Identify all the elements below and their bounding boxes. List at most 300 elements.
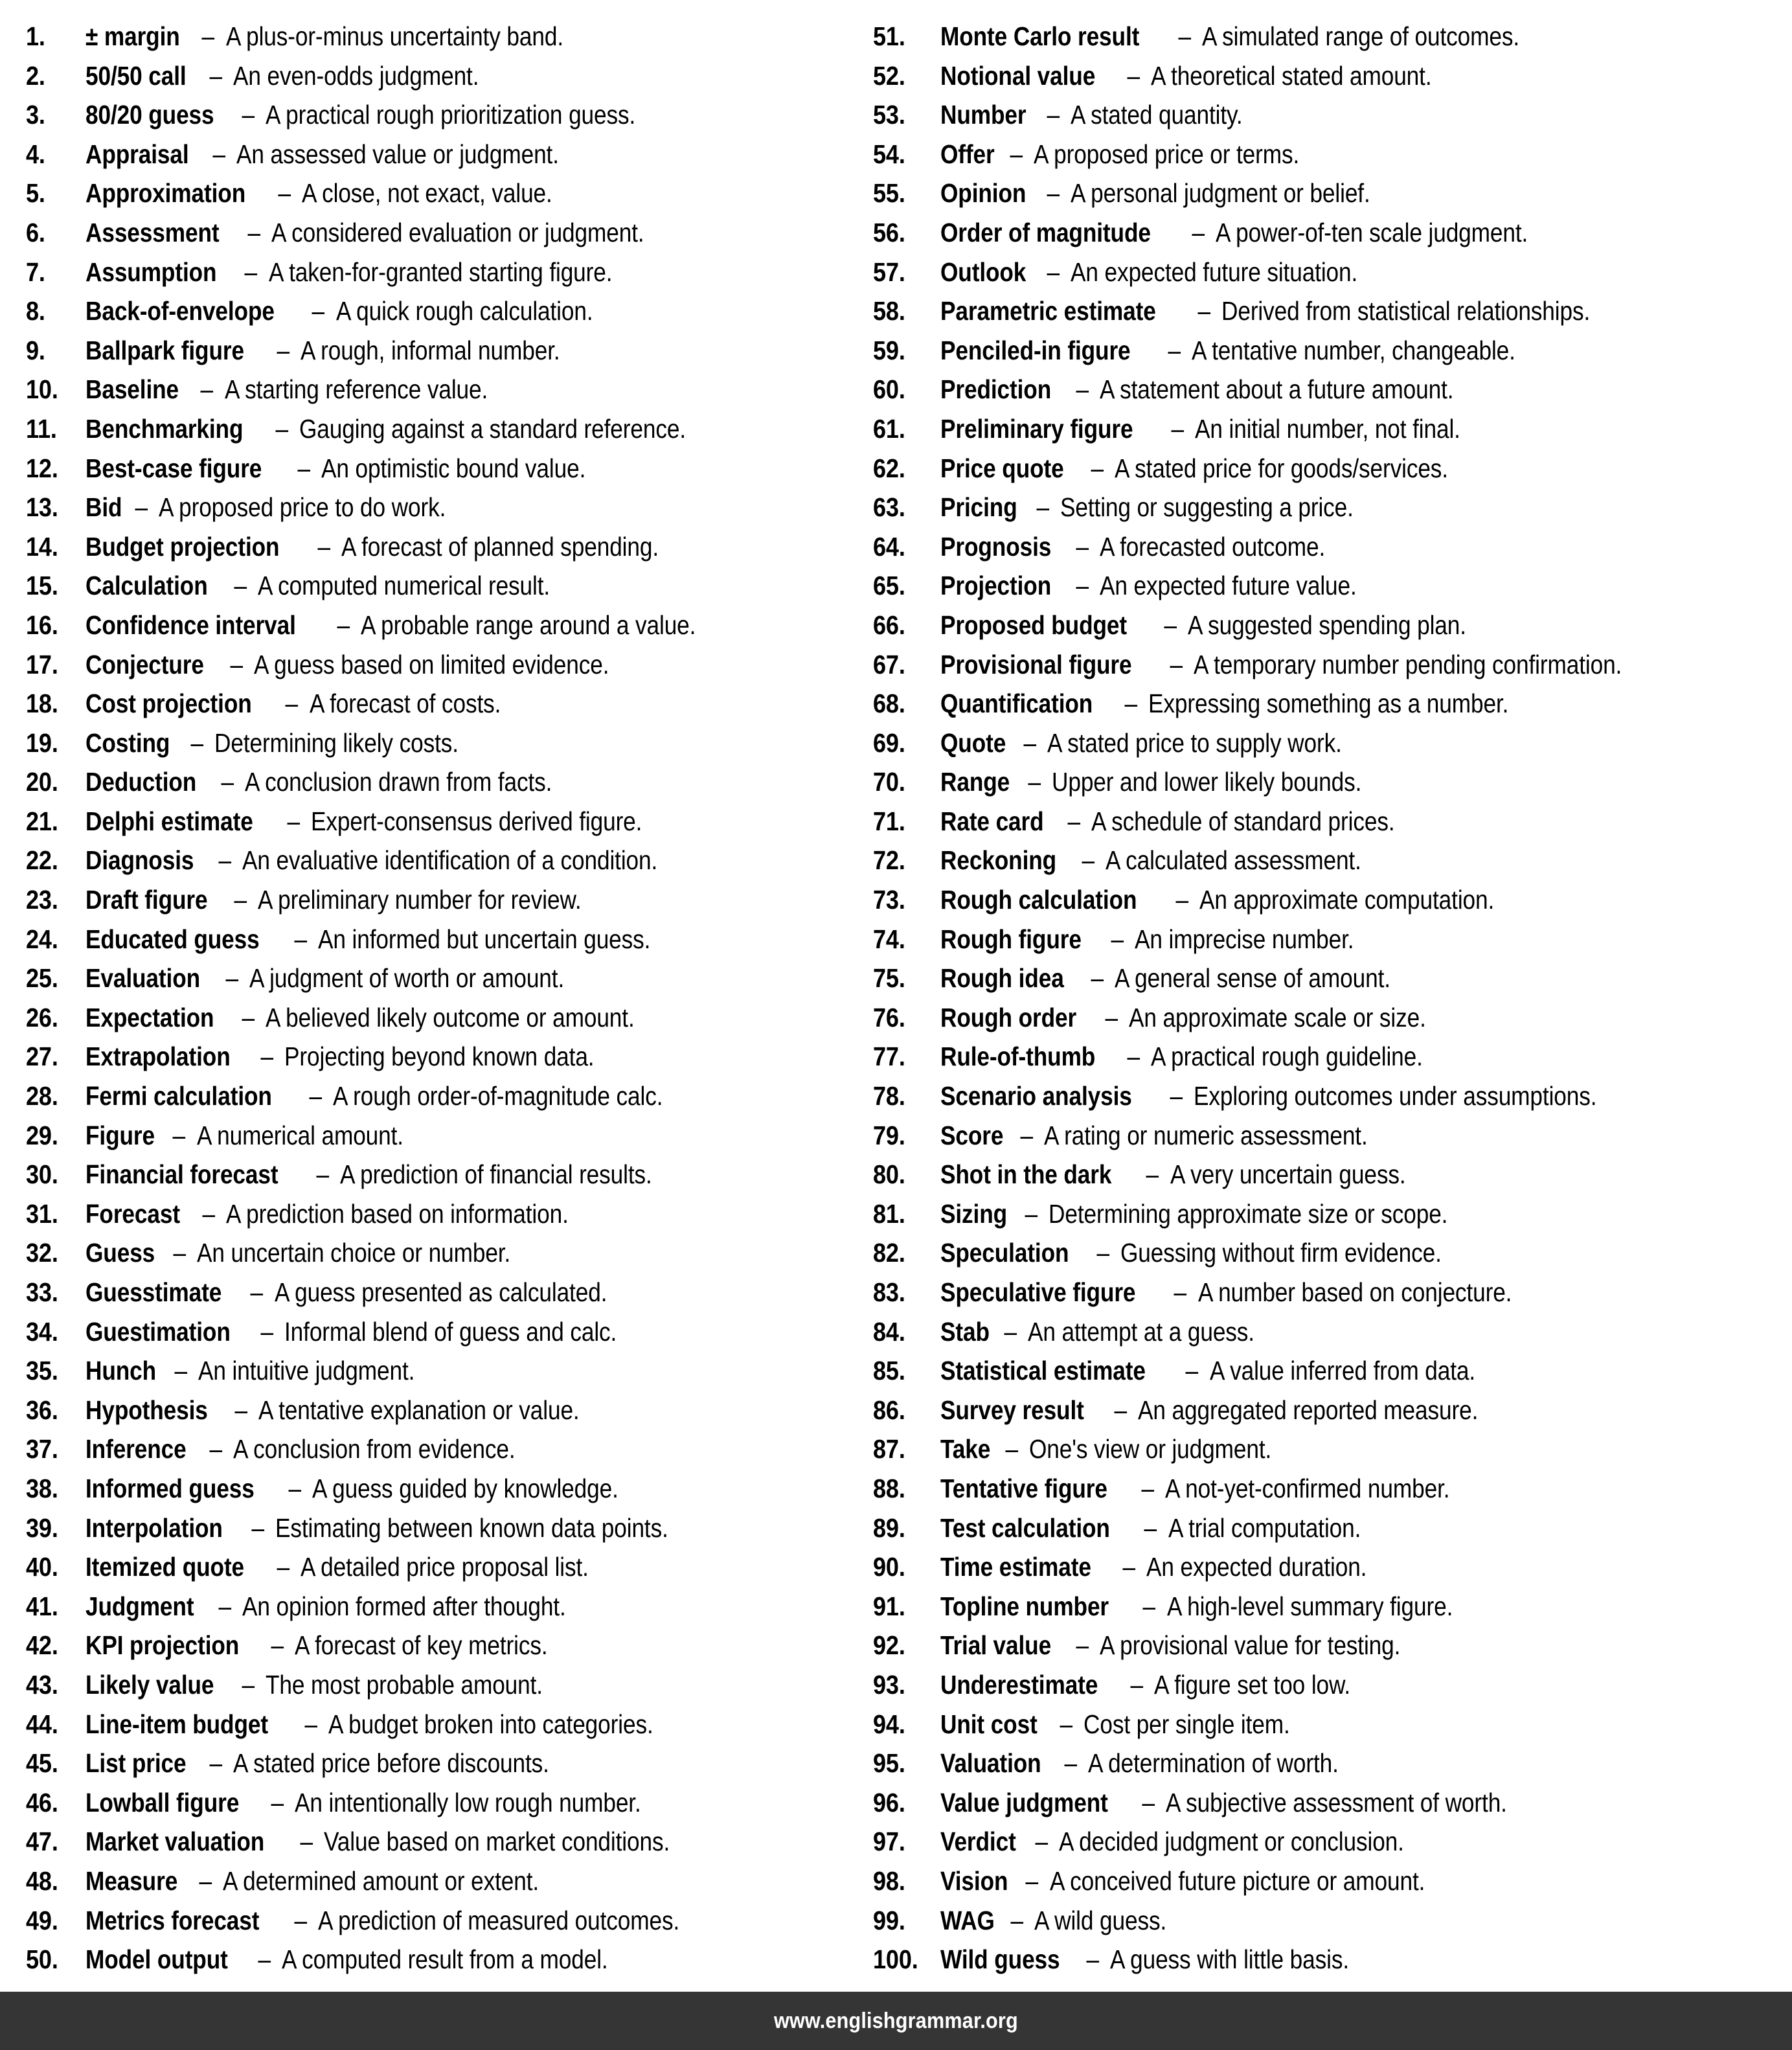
item-term: Preliminary figure	[940, 413, 1133, 444]
item-number: 37.	[26, 1434, 58, 1464]
item-text	[940, 17, 1571, 56]
item-separator-dash: –	[212, 1591, 238, 1621]
glossary-item	[26, 566, 865, 606]
item-term: Projection	[940, 571, 1052, 601]
item-definition: A temporary number pending confirmation.	[1193, 649, 1622, 679]
item-term: Penciled-in figure	[940, 335, 1131, 365]
item-definition: A wild guess.	[1034, 1905, 1166, 1935]
item-text	[85, 1273, 661, 1312]
glossary-item	[26, 1901, 865, 1941]
item-definition: Determining approximate size or scope.	[1048, 1198, 1448, 1229]
item-separator-dash: –	[294, 1827, 319, 1857]
glossary-item	[873, 370, 1778, 409]
item-term: Take	[940, 1434, 991, 1464]
item-definition: The most probable amount.	[265, 1669, 543, 1700]
item-definition: A rating or numeric assessment.	[1044, 1120, 1368, 1150]
item-definition: A forecast of key metrics.	[294, 1630, 548, 1661]
item-definition: A believed likely outcome or amount.	[265, 1002, 635, 1032]
left-column-list	[26, 17, 865, 1979]
glossary-item	[873, 959, 1778, 998]
glossary-item	[26, 135, 865, 174]
glossary-item	[26, 1233, 865, 1273]
item-text	[85, 1351, 450, 1391]
item-number: 24.	[26, 924, 58, 954]
item-term: Back-of-envelope	[85, 296, 275, 326]
item-separator-dash: –	[203, 1748, 229, 1779]
item-number: 5.	[26, 178, 45, 209]
item-text	[85, 1587, 618, 1626]
item-text	[940, 1509, 1392, 1548]
item-separator-dash: –	[1018, 1198, 1044, 1229]
glossary-item	[873, 1429, 1778, 1469]
glossary-item	[26, 841, 865, 880]
item-text	[940, 762, 1412, 802]
item-text	[85, 253, 668, 292]
item-separator-dash: –	[1172, 21, 1197, 51]
item-definition: An initial number, not final.	[1195, 413, 1460, 444]
item-definition: A proposed price to do work.	[158, 492, 446, 523]
item-term: Draft figure	[85, 885, 208, 915]
glossary-item	[26, 1155, 865, 1194]
item-term: Evaluation	[85, 963, 201, 994]
item-definition: A subjective assessment of worth.	[1166, 1787, 1507, 1817]
item-definition: A quick rough calculation.	[335, 296, 593, 326]
item-separator-dash: –	[1099, 1002, 1125, 1032]
glossary-item	[873, 1901, 1778, 1941]
item-separator-dash: –	[1069, 374, 1095, 405]
glossary-item	[873, 1273, 1778, 1312]
item-number: 67.	[873, 649, 905, 679]
item-definition: Estimating between known data points.	[275, 1512, 669, 1543]
item-number: 46.	[26, 1787, 58, 1817]
item-text	[85, 291, 635, 331]
item-text	[85, 1076, 716, 1116]
item-separator-dash: –	[1030, 492, 1056, 523]
item-text	[940, 331, 1569, 370]
glossary-item	[26, 880, 865, 920]
item-text	[85, 1194, 624, 1234]
item-definition: An aggregated reported measure.	[1137, 1395, 1479, 1425]
item-text	[940, 998, 1475, 1038]
item-separator-dash: –	[1162, 335, 1187, 365]
item-number: 14.	[26, 531, 58, 562]
item-definition: Informal blend of guess and calc.	[284, 1316, 617, 1347]
item-term: Proposed budget	[940, 609, 1127, 640]
item-number: 79.	[873, 1120, 905, 1150]
item-text	[85, 488, 492, 527]
glossary-item	[26, 1783, 865, 1823]
item-text	[940, 1076, 1662, 1116]
glossary-item	[873, 1233, 1778, 1273]
item-number: 4.	[26, 139, 45, 169]
glossary-item	[26, 998, 865, 1038]
item-text	[85, 370, 530, 409]
item-number: 55.	[873, 178, 905, 209]
item-number: 91.	[873, 1591, 905, 1621]
glossary-item	[26, 1822, 865, 1862]
item-definition: Guessing without firm evidence.	[1120, 1238, 1442, 1268]
item-term: Confidence interval	[85, 609, 296, 640]
item-term: Test calculation	[940, 1512, 1110, 1543]
item-number: 18.	[26, 689, 58, 719]
item-text	[940, 1351, 1518, 1391]
item-separator-dash: –	[1053, 1709, 1079, 1739]
item-number: 30.	[26, 1159, 58, 1190]
item-term: Best-case figure	[85, 453, 262, 483]
item-text	[940, 56, 1477, 96]
item-separator-dash: –	[312, 531, 337, 562]
item-definition: A forecast of costs.	[309, 689, 501, 719]
glossary-item	[873, 1665, 1778, 1705]
item-number: 17.	[26, 649, 58, 679]
glossary-item	[26, 1665, 865, 1705]
item-definition: Projecting beyond known data.	[284, 1042, 595, 1072]
item-text	[85, 331, 602, 370]
item-separator-dash: –	[214, 767, 240, 797]
item-separator-dash: –	[193, 1865, 218, 1896]
item-number: 38.	[26, 1473, 58, 1503]
item-text	[85, 1626, 589, 1665]
item-text	[85, 1940, 661, 1979]
item-definition: A conclusion from evidence.	[233, 1434, 516, 1464]
glossary-item	[873, 174, 1778, 213]
item-definition: A forecast of planned spending.	[341, 531, 659, 562]
item-text	[85, 841, 725, 880]
item-number: 26.	[26, 1002, 58, 1032]
item-term: Financial forecast	[85, 1159, 278, 1190]
item-term: Informed guess	[85, 1473, 255, 1503]
item-separator-dash: –	[1185, 217, 1211, 247]
item-separator-dash: –	[1169, 885, 1195, 915]
item-definition: Setting or suggesting a price.	[1060, 492, 1354, 523]
item-number: 92.	[873, 1630, 905, 1661]
item-number: 39.	[26, 1512, 58, 1543]
item-number: 61.	[873, 413, 905, 444]
item-definition: A practical rough prioritization guess.	[265, 100, 636, 130]
glossary-item	[873, 527, 1778, 567]
item-term: Metrics forecast	[85, 1905, 260, 1935]
item-definition: Exploring outcomes under assumptions.	[1194, 1081, 1597, 1111]
item-number: 44.	[26, 1709, 58, 1739]
item-text	[940, 1822, 1460, 1862]
item-text	[940, 213, 1579, 253]
item-number: 25.	[26, 963, 58, 994]
item-separator-dash: –	[280, 806, 306, 836]
item-text	[940, 1940, 1388, 1979]
item-term: Trial value	[940, 1630, 1052, 1661]
item-term: Educated guess	[85, 924, 260, 954]
item-separator-dash: –	[272, 178, 298, 209]
glossary-item	[26, 95, 865, 135]
item-number: 41.	[26, 1591, 58, 1621]
item-number: 89.	[873, 1512, 905, 1543]
item-definition: An approximate scale or size.	[1129, 1002, 1427, 1032]
item-term: Underestimate	[940, 1669, 1098, 1700]
glossary-item	[873, 920, 1778, 959]
item-text	[940, 1469, 1496, 1509]
item-term: Assessment	[85, 217, 220, 247]
item-text	[85, 1312, 671, 1352]
item-definition: An intentionally low rough number.	[294, 1787, 641, 1817]
item-number: 97.	[873, 1827, 905, 1857]
item-term: Speculation	[940, 1238, 1069, 1268]
item-separator-dash: –	[194, 374, 220, 405]
item-definition: A rough, informal number.	[300, 335, 560, 365]
item-number: 95.	[873, 1748, 905, 1779]
item-number: 43.	[26, 1669, 58, 1700]
glossary-item	[873, 566, 1778, 606]
item-separator-dash: –	[1118, 689, 1144, 719]
item-term: Value judgment	[940, 1787, 1108, 1817]
item-term: KPI projection	[85, 1630, 240, 1661]
item-text	[940, 1862, 1486, 1901]
item-term: Rough calculation	[940, 885, 1137, 915]
item-definition: A practical rough guideline.	[1151, 1042, 1423, 1072]
item-text	[85, 684, 532, 723]
glossary-item	[26, 17, 865, 56]
item-separator-dash: –	[282, 1473, 308, 1503]
item-number: 57.	[873, 256, 905, 287]
item-number: 20.	[26, 767, 58, 797]
glossary-item	[873, 56, 1778, 96]
item-separator-dash: –	[228, 1395, 254, 1425]
item-number: 8.	[26, 296, 45, 326]
item-term: Survey result	[940, 1395, 1084, 1425]
item-text	[85, 645, 666, 685]
item-definition: A power-of-ten scale judgment.	[1215, 217, 1528, 247]
item-text	[85, 1469, 668, 1509]
item-text	[940, 1429, 1311, 1469]
item-number: 28.	[26, 1081, 58, 1111]
item-separator-dash: –	[219, 963, 245, 994]
item-definition: An informed but uncertain guess.	[318, 924, 651, 954]
item-text	[85, 17, 618, 56]
item-text	[85, 762, 602, 802]
item-text	[940, 1194, 1513, 1234]
item-separator-dash: –	[279, 689, 305, 719]
glossary-item	[873, 331, 1778, 370]
item-term: Pricing	[940, 492, 1017, 523]
item-separator-dash: –	[1124, 1669, 1150, 1700]
item-term: Score	[940, 1120, 1004, 1150]
item-number: 32.	[26, 1238, 58, 1268]
item-term: Baseline	[85, 374, 179, 405]
item-separator-dash: –	[306, 296, 332, 326]
item-term: Delphi estimate	[85, 806, 253, 836]
item-number: 10.	[26, 374, 58, 405]
item-number: 84.	[873, 1316, 905, 1347]
item-term: Statistical estimate	[940, 1356, 1146, 1386]
item-separator-dash: –	[1163, 1081, 1189, 1111]
item-definition: Value based on market conditions.	[324, 1827, 670, 1857]
item-term: Ballpark figure	[85, 335, 244, 365]
item-separator-dash: –	[1061, 806, 1087, 836]
item-term: Bid	[85, 492, 122, 523]
item-term: Price quote	[940, 453, 1064, 483]
item-separator-dash: –	[1090, 1238, 1116, 1268]
item-separator-dash: –	[166, 1238, 192, 1268]
item-text	[940, 1037, 1467, 1076]
item-term: 50/50 call	[85, 60, 187, 91]
item-term: Reckoning	[940, 845, 1057, 876]
item-separator-dash: –	[1120, 60, 1146, 91]
item-term: Guestimation	[85, 1316, 231, 1347]
item-separator-dash: –	[1116, 1552, 1142, 1582]
item-term: Tentative figure	[940, 1473, 1107, 1503]
item-separator-dash: –	[310, 1159, 335, 1190]
item-number: 73.	[873, 885, 905, 915]
glossary-item	[26, 253, 865, 292]
item-separator-dash: –	[1140, 1159, 1166, 1190]
glossary-item	[26, 1705, 865, 1744]
item-text	[940, 1626, 1449, 1665]
item-definition: A guess based on limited evidence.	[253, 649, 609, 679]
item-separator-dash: –	[1179, 1356, 1205, 1386]
item-number: 65.	[873, 571, 905, 601]
item-number: 63.	[873, 492, 905, 523]
glossary-item	[26, 920, 865, 959]
glossary-item	[26, 762, 865, 802]
glossary-item	[26, 1587, 865, 1626]
item-separator-dash: –	[1076, 845, 1101, 876]
item-term: Prediction	[940, 374, 1052, 405]
item-separator-dash: –	[1105, 924, 1130, 954]
glossary-item	[26, 331, 865, 370]
item-separator-dash: –	[1028, 1827, 1054, 1857]
item-definition: A stated price for goods/services.	[1114, 453, 1448, 483]
item-separator-dash: –	[1164, 413, 1190, 444]
item-text	[940, 802, 1444, 841]
item-term: Scenario analysis	[940, 1081, 1132, 1111]
item-separator-dash: –	[1084, 963, 1110, 994]
item-separator-dash: –	[1135, 1473, 1161, 1503]
item-definition: A suggested spending plan.	[1188, 609, 1466, 640]
item-term: Rule-of-thumb	[940, 1042, 1096, 1072]
item-separator-dash: –	[196, 1198, 221, 1229]
item-definition: Derived from statistical relationships.	[1221, 296, 1591, 326]
item-separator-dash: –	[235, 100, 261, 130]
item-term: Opinion	[940, 178, 1026, 209]
item-text	[85, 1116, 437, 1156]
item-text	[85, 1705, 706, 1744]
item-term: Prognosis	[940, 531, 1052, 562]
item-term: Itemized quote	[85, 1552, 245, 1582]
item-term: List price	[85, 1748, 187, 1779]
item-text	[940, 1744, 1379, 1783]
item-definition: A determination of worth.	[1088, 1748, 1339, 1779]
item-term: Vision	[940, 1865, 1008, 1896]
item-definition: A budget broken into categories.	[328, 1709, 653, 1739]
item-separator-dash: –	[1004, 139, 1029, 169]
item-number: 72.	[873, 845, 905, 876]
item-number: 11.	[26, 413, 57, 444]
item-definition: A tentative number, changeable.	[1192, 335, 1516, 365]
item-term: Figure	[85, 1120, 155, 1150]
item-term: Interpolation	[85, 1512, 223, 1543]
glossary-item	[873, 1822, 1778, 1862]
item-term: Sizing	[940, 1198, 1008, 1229]
item-number: 88.	[873, 1473, 905, 1503]
item-text	[940, 1665, 1382, 1705]
glossary-item	[873, 1587, 1778, 1626]
item-number: 99.	[873, 1905, 905, 1935]
footer-website-url[interactable]: www.englishgrammar.org	[774, 2008, 1018, 2033]
item-number: 48.	[26, 1865, 58, 1896]
glossary-item	[873, 409, 1778, 449]
glossary-item	[26, 1076, 865, 1116]
item-term: Measure	[85, 1865, 178, 1896]
item-definition: A starting reference value.	[224, 374, 488, 405]
item-separator-dash: –	[255, 1316, 280, 1347]
item-text	[85, 1822, 726, 1862]
item-number: 42.	[26, 1630, 58, 1661]
item-separator-dash: –	[241, 217, 267, 247]
glossary-item	[26, 1547, 865, 1587]
item-number: 58.	[873, 296, 905, 326]
item-definition: A stated price before discounts.	[233, 1748, 549, 1779]
glossary-item	[873, 1076, 1778, 1116]
item-text	[85, 802, 696, 841]
item-definition: A proposed price or terms.	[1034, 139, 1300, 169]
item-term: Rough figure	[940, 924, 1082, 954]
item-definition: A decided judgment or conclusion.	[1058, 1827, 1404, 1857]
item-number: 21.	[26, 806, 58, 836]
item-term: Offer	[940, 139, 995, 169]
item-definition: Expressing something as a number.	[1148, 689, 1508, 719]
item-text	[940, 1705, 1324, 1744]
item-number: 47.	[26, 1827, 58, 1857]
item-definition: An expected future situation.	[1070, 256, 1358, 287]
item-text	[85, 1862, 591, 1901]
item-text	[940, 684, 1567, 723]
item-separator-dash: –	[244, 1277, 270, 1307]
item-separator-dash: –	[1138, 1512, 1164, 1543]
item-term: Appraisal	[85, 139, 189, 169]
item-definition: A detailed price proposal list.	[301, 1552, 589, 1582]
glossary-item	[873, 1744, 1778, 1783]
item-text	[940, 723, 1390, 763]
glossary-item	[873, 291, 1778, 331]
item-definition: A guess guided by knowledge.	[312, 1473, 619, 1503]
item-term: Assumption	[85, 256, 217, 287]
item-definition: A statement about a future amount.	[1100, 374, 1454, 405]
glossary-item	[873, 880, 1778, 920]
item-text	[85, 1037, 645, 1076]
item-text	[85, 1665, 587, 1705]
glossary-item	[873, 1469, 1778, 1509]
item-number: 60.	[873, 374, 905, 405]
item-text	[940, 135, 1343, 174]
item-definition: A very uncertain guess.	[1170, 1159, 1406, 1190]
item-definition: A numerical amount.	[196, 1120, 403, 1150]
item-separator-dash: –	[1084, 453, 1110, 483]
glossary-item	[26, 527, 865, 567]
glossary-item	[26, 1391, 865, 1430]
item-number: 69.	[873, 727, 905, 758]
item-separator-dash: –	[203, 60, 229, 91]
item-number: 31.	[26, 1198, 58, 1229]
item-separator-dash: –	[1163, 649, 1189, 679]
glossary-item	[26, 645, 865, 685]
item-text	[940, 1233, 1493, 1273]
item-term: Lowball figure	[85, 1787, 240, 1817]
item-definition: A determined amount or extent.	[223, 1865, 539, 1896]
item-separator-dash: –	[1137, 1591, 1163, 1621]
glossary-item	[873, 1391, 1778, 1430]
item-text	[940, 370, 1512, 409]
glossary-item	[26, 1509, 865, 1548]
item-text	[940, 880, 1542, 920]
